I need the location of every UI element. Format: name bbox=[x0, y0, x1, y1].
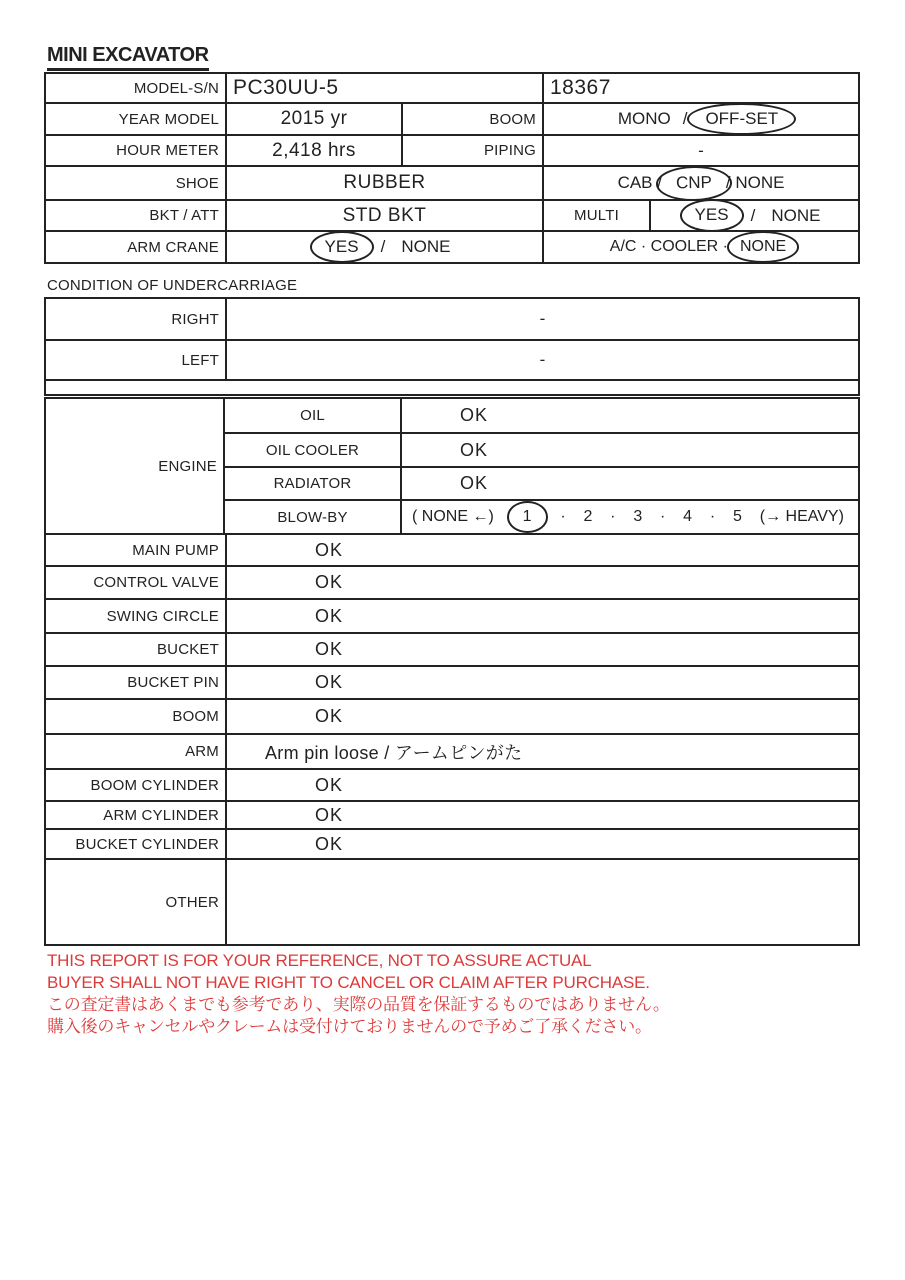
multi-slash: / bbox=[750, 205, 756, 225]
blowby-2: 2 bbox=[583, 508, 593, 525]
spec-row-model bbox=[46, 74, 858, 102]
bkt-att-label: BKT / ATT bbox=[149, 207, 219, 224]
cnp-circle-annotation: CNP bbox=[656, 165, 733, 201]
bucket-cylinder-row bbox=[46, 828, 858, 858]
serial-value: 18367 bbox=[542, 74, 858, 102]
main-pump-label: MAIN PUMP bbox=[132, 541, 219, 559]
control-valve-row bbox=[46, 565, 858, 598]
arm-condition-value: Arm pin loose / アームピンがた bbox=[225, 735, 858, 768]
bucket-cylinder-label: BUCKET CYLINDER bbox=[75, 835, 219, 853]
bucket-value: OK bbox=[225, 634, 858, 665]
boom-slash: / bbox=[682, 109, 688, 128]
boom-label: BOOM bbox=[401, 104, 542, 134]
disclaimer-line-3-jp: この査定書はあくまでも参考であり、実際の品質を保証するものではありません。 bbox=[47, 995, 670, 1014]
control-valve-label: CONTROL VALVE bbox=[93, 574, 219, 591]
arm-cylinder-value: OK bbox=[225, 802, 858, 828]
bucket-pin-value: OK bbox=[225, 667, 858, 698]
ac-cooler-label: A/C · COOLER · bbox=[609, 238, 728, 255]
hour-meter-value: 2,418 hrs bbox=[225, 136, 401, 165]
disclaimer bbox=[47, 950, 670, 1038]
radiator-label: RADIATOR bbox=[273, 475, 352, 492]
engine-oil-cooler-row bbox=[225, 432, 858, 466]
swing-circle-value: OK bbox=[225, 600, 858, 632]
bucket-cylinder-value: OK bbox=[225, 830, 858, 858]
blowby-4: 4 bbox=[683, 508, 693, 525]
left-label: LEFT bbox=[181, 351, 219, 369]
blowby-dot: · bbox=[560, 508, 566, 525]
ac-cooler-value bbox=[542, 232, 858, 262]
report-title: MINI EXCAVATOR bbox=[47, 44, 209, 71]
oil-value: OK bbox=[400, 399, 858, 432]
engine-label: ENGINE bbox=[46, 399, 225, 533]
other-label: OTHER bbox=[165, 893, 219, 911]
offset-circle-annotation: OFF-SET bbox=[687, 103, 796, 136]
disclaimer-line-2: BUYER SHALL NOT HAVE RIGHT TO CANCEL OR CLAIM AFTER PURCHASE. bbox=[47, 973, 650, 992]
bkt-att-value: STD BKT bbox=[225, 201, 542, 230]
boom-cylinder-value: OK bbox=[225, 770, 858, 800]
spec-row-hour bbox=[46, 134, 858, 165]
boom-value bbox=[542, 104, 858, 134]
oil-cooler-label: OIL COOLER bbox=[265, 441, 360, 459]
arm-cylinder-label: ARM CYLINDER bbox=[103, 806, 219, 824]
spec-row-year bbox=[46, 102, 858, 134]
spec-row-bkt bbox=[46, 199, 858, 230]
year-model-value: 2015 yr bbox=[225, 104, 401, 134]
blowby-5: 5 bbox=[733, 508, 742, 525]
swing-circle-label: SWING CIRCLE bbox=[106, 607, 219, 625]
spec-row-armcrane bbox=[46, 230, 858, 262]
spec-row-shoe bbox=[46, 165, 858, 199]
boom-condition-label: BOOM bbox=[172, 708, 219, 725]
undercarriage-right-row bbox=[46, 299, 858, 339]
cab-options bbox=[542, 167, 858, 199]
other-row bbox=[46, 858, 858, 944]
multi-label: MULTI bbox=[542, 201, 649, 230]
arm-condition-label: ARM bbox=[185, 743, 219, 760]
radiator-value: OK bbox=[400, 468, 858, 499]
other-value bbox=[225, 860, 858, 944]
blowby-scale bbox=[400, 501, 858, 533]
arm-row bbox=[46, 733, 858, 768]
boom-cylinder-label: BOOM CYLINDER bbox=[90, 776, 219, 794]
engine-radiator-row bbox=[225, 466, 858, 499]
undercarriage-left-row bbox=[46, 339, 858, 379]
bucket-pin-label: BUCKET PIN bbox=[127, 674, 219, 691]
left-value: - bbox=[225, 341, 858, 379]
blowby-1-circle-annotation: 1 bbox=[507, 501, 548, 533]
engine-oil-row bbox=[225, 399, 858, 432]
blowby-label: BLOW-BY bbox=[277, 508, 348, 526]
bucket-label: BUCKET bbox=[156, 641, 219, 658]
arm-cylinder-row bbox=[46, 800, 858, 828]
blowby-none-end: ( NONE ←) bbox=[412, 508, 494, 525]
disclaimer-line-4-jp: 購入後のキャンセルやクレームは受付けておりませんので予めご了承ください。 bbox=[47, 1017, 652, 1036]
bucket-row bbox=[46, 632, 858, 665]
armcrane-none: NONE bbox=[401, 237, 451, 256]
right-value: - bbox=[225, 299, 858, 339]
blowby-3: 3 bbox=[633, 508, 643, 525]
hour-meter-label: HOUR METER bbox=[116, 142, 219, 159]
multi-none: NONE bbox=[771, 205, 821, 225]
piping-value: - bbox=[542, 136, 858, 165]
spec-table bbox=[44, 72, 860, 264]
engine-section bbox=[46, 399, 858, 533]
armcrane-slash: / bbox=[380, 237, 386, 256]
main-pump-value: OK bbox=[225, 535, 858, 565]
blowby-heavy-end: (→ HEAVY) bbox=[759, 508, 844, 525]
shoe-value: RUBBER bbox=[225, 167, 542, 199]
boom-row bbox=[46, 698, 858, 733]
cab-suffix: / NONE bbox=[725, 173, 785, 192]
main-pump-row bbox=[46, 533, 858, 565]
blowby-dot: · bbox=[610, 508, 616, 525]
boom-condition-value: OK bbox=[225, 700, 858, 733]
oil-cooler-value: OK bbox=[400, 434, 858, 466]
model-value: PC30UU-5 bbox=[225, 74, 542, 102]
undercarriage-heading: CONDITION OF UNDERCARRIAGE bbox=[47, 277, 298, 294]
cab-prefix: CAB / bbox=[617, 173, 662, 192]
boom-cylinder-row bbox=[46, 768, 858, 800]
arm-crane-value bbox=[225, 232, 542, 262]
blowby-dot: · bbox=[709, 508, 716, 525]
model-sn-label: MODEL-S/N bbox=[133, 79, 219, 97]
blowby-dot: · bbox=[660, 508, 666, 525]
armcrane-yes-circle-annotation: YES bbox=[310, 231, 374, 264]
arm-crane-label: ARM CRANE bbox=[127, 238, 219, 256]
swing-circle-row bbox=[46, 598, 858, 632]
oil-label: OIL bbox=[300, 407, 325, 424]
piping-label: PIPING bbox=[401, 136, 542, 165]
year-model-label: YEAR MODEL bbox=[118, 110, 219, 128]
undercarriage-table bbox=[44, 297, 860, 381]
engine-blowby-row bbox=[225, 499, 858, 533]
bucket-pin-row bbox=[46, 665, 858, 698]
multi-value bbox=[649, 201, 858, 230]
boom-mono: MONO bbox=[617, 109, 671, 128]
multi-yes-circle-annotation: YES bbox=[680, 199, 744, 232]
disclaimer-line-1: THIS REPORT IS FOR YOUR REFERENCE, NOT TO ASSURE ACTUAL bbox=[47, 951, 592, 970]
right-label: RIGHT bbox=[171, 310, 219, 328]
ac-none-circle-annotation: NONE bbox=[727, 231, 799, 263]
control-valve-value: OK bbox=[225, 567, 858, 598]
spacer-row bbox=[44, 379, 860, 396]
shoe-label: SHOE bbox=[175, 174, 219, 192]
inspection-table bbox=[44, 397, 860, 946]
